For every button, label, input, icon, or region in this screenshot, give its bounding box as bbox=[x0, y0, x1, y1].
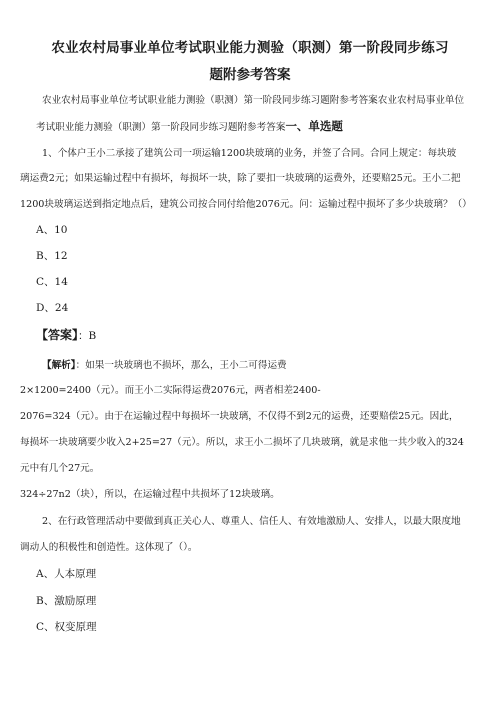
analysis-line-5: 元中有几个27元。 bbox=[20, 463, 100, 474]
question-1-line-2: 璃运费2元；如果运输过程中有损坏，每损坏一块，除了要扣一块玻璃的运费外，还要赔25元。王小二把 bbox=[20, 173, 461, 184]
intro-line-1: 农业农村局事业单位考试职业能力测验（职测）第一阶段同步练习题附参考答案农业农村局事业单位 bbox=[42, 95, 465, 106]
question-2-option-a: A、人本原理 bbox=[36, 568, 97, 580]
question-1-option-d: D、24 bbox=[36, 302, 69, 314]
analysis-line-2: 2×1200=2400（元）。而王小二实际得运费2076元，两者相差2400- bbox=[20, 385, 321, 396]
answer-value: ：B bbox=[78, 330, 97, 342]
document-title-continued: 题附参考答案 bbox=[209, 67, 291, 83]
question-1-option-b: B、12 bbox=[36, 250, 68, 262]
question-1-line-3: 1200块玻璃运送到指定地点后，建筑公司按合同付给他2076元。问：运输过程中损坏了多少块玻璃？（） bbox=[20, 199, 472, 210]
analysis-first-text: ：如果一块玻璃也不损坏，那么，王小二可得运费 bbox=[75, 360, 287, 371]
intro-line-2-text: 考试职业能力测验（职测）第一阶段同步练习题附参考答案 bbox=[36, 122, 286, 133]
question-1-option-a: A、10 bbox=[36, 224, 68, 236]
question-1-option-c: C、14 bbox=[36, 276, 68, 288]
analysis-line-1 bbox=[42, 357, 287, 371]
answer-line bbox=[36, 326, 96, 343]
analysis-line-3: 2076=324（元）。由于在运输过程中每损坏一块玻璃，不仅得不到2元的运费，还要赔偿25元。因此， bbox=[20, 411, 459, 422]
answer-label: 【答案】 bbox=[36, 328, 79, 342]
question-2-option-c: C、权变原理 bbox=[36, 621, 97, 633]
analysis-line-6: 324÷27n2（块），所以，在运输过程中共损坏了12块玻璃。 bbox=[20, 489, 280, 500]
question-1-line-1: 1、个体户王小二承接了建筑公司一项运输1200块玻璃的业务，并签了合同。合同上规定：每块玻 bbox=[42, 148, 457, 159]
document-title: 农业农村局事业单位考试职业能力测验（职测）第一阶段同步练习 bbox=[51, 40, 449, 56]
intro-line-2 bbox=[36, 118, 343, 134]
analysis-line-4: 每损坏一块玻璃要少收入2+25=27（元）。所以，求王小二损坏了几块玻璃，就是求他一共少收入的324 bbox=[20, 437, 464, 448]
question-2-option-b: B、激励原理 bbox=[36, 595, 97, 607]
question-2-line-1: 2、在行政管理活动中要做到真正关心人、尊重人、信任人、有效地激励人、安排人，以最大限度地 bbox=[42, 516, 461, 527]
analysis-label: 【解析】 bbox=[42, 360, 76, 371]
question-2-line-2: 调动人的积极性和创造性。这体现了（）。 bbox=[20, 542, 198, 553]
section-heading: 一、单选题 bbox=[285, 119, 343, 133]
